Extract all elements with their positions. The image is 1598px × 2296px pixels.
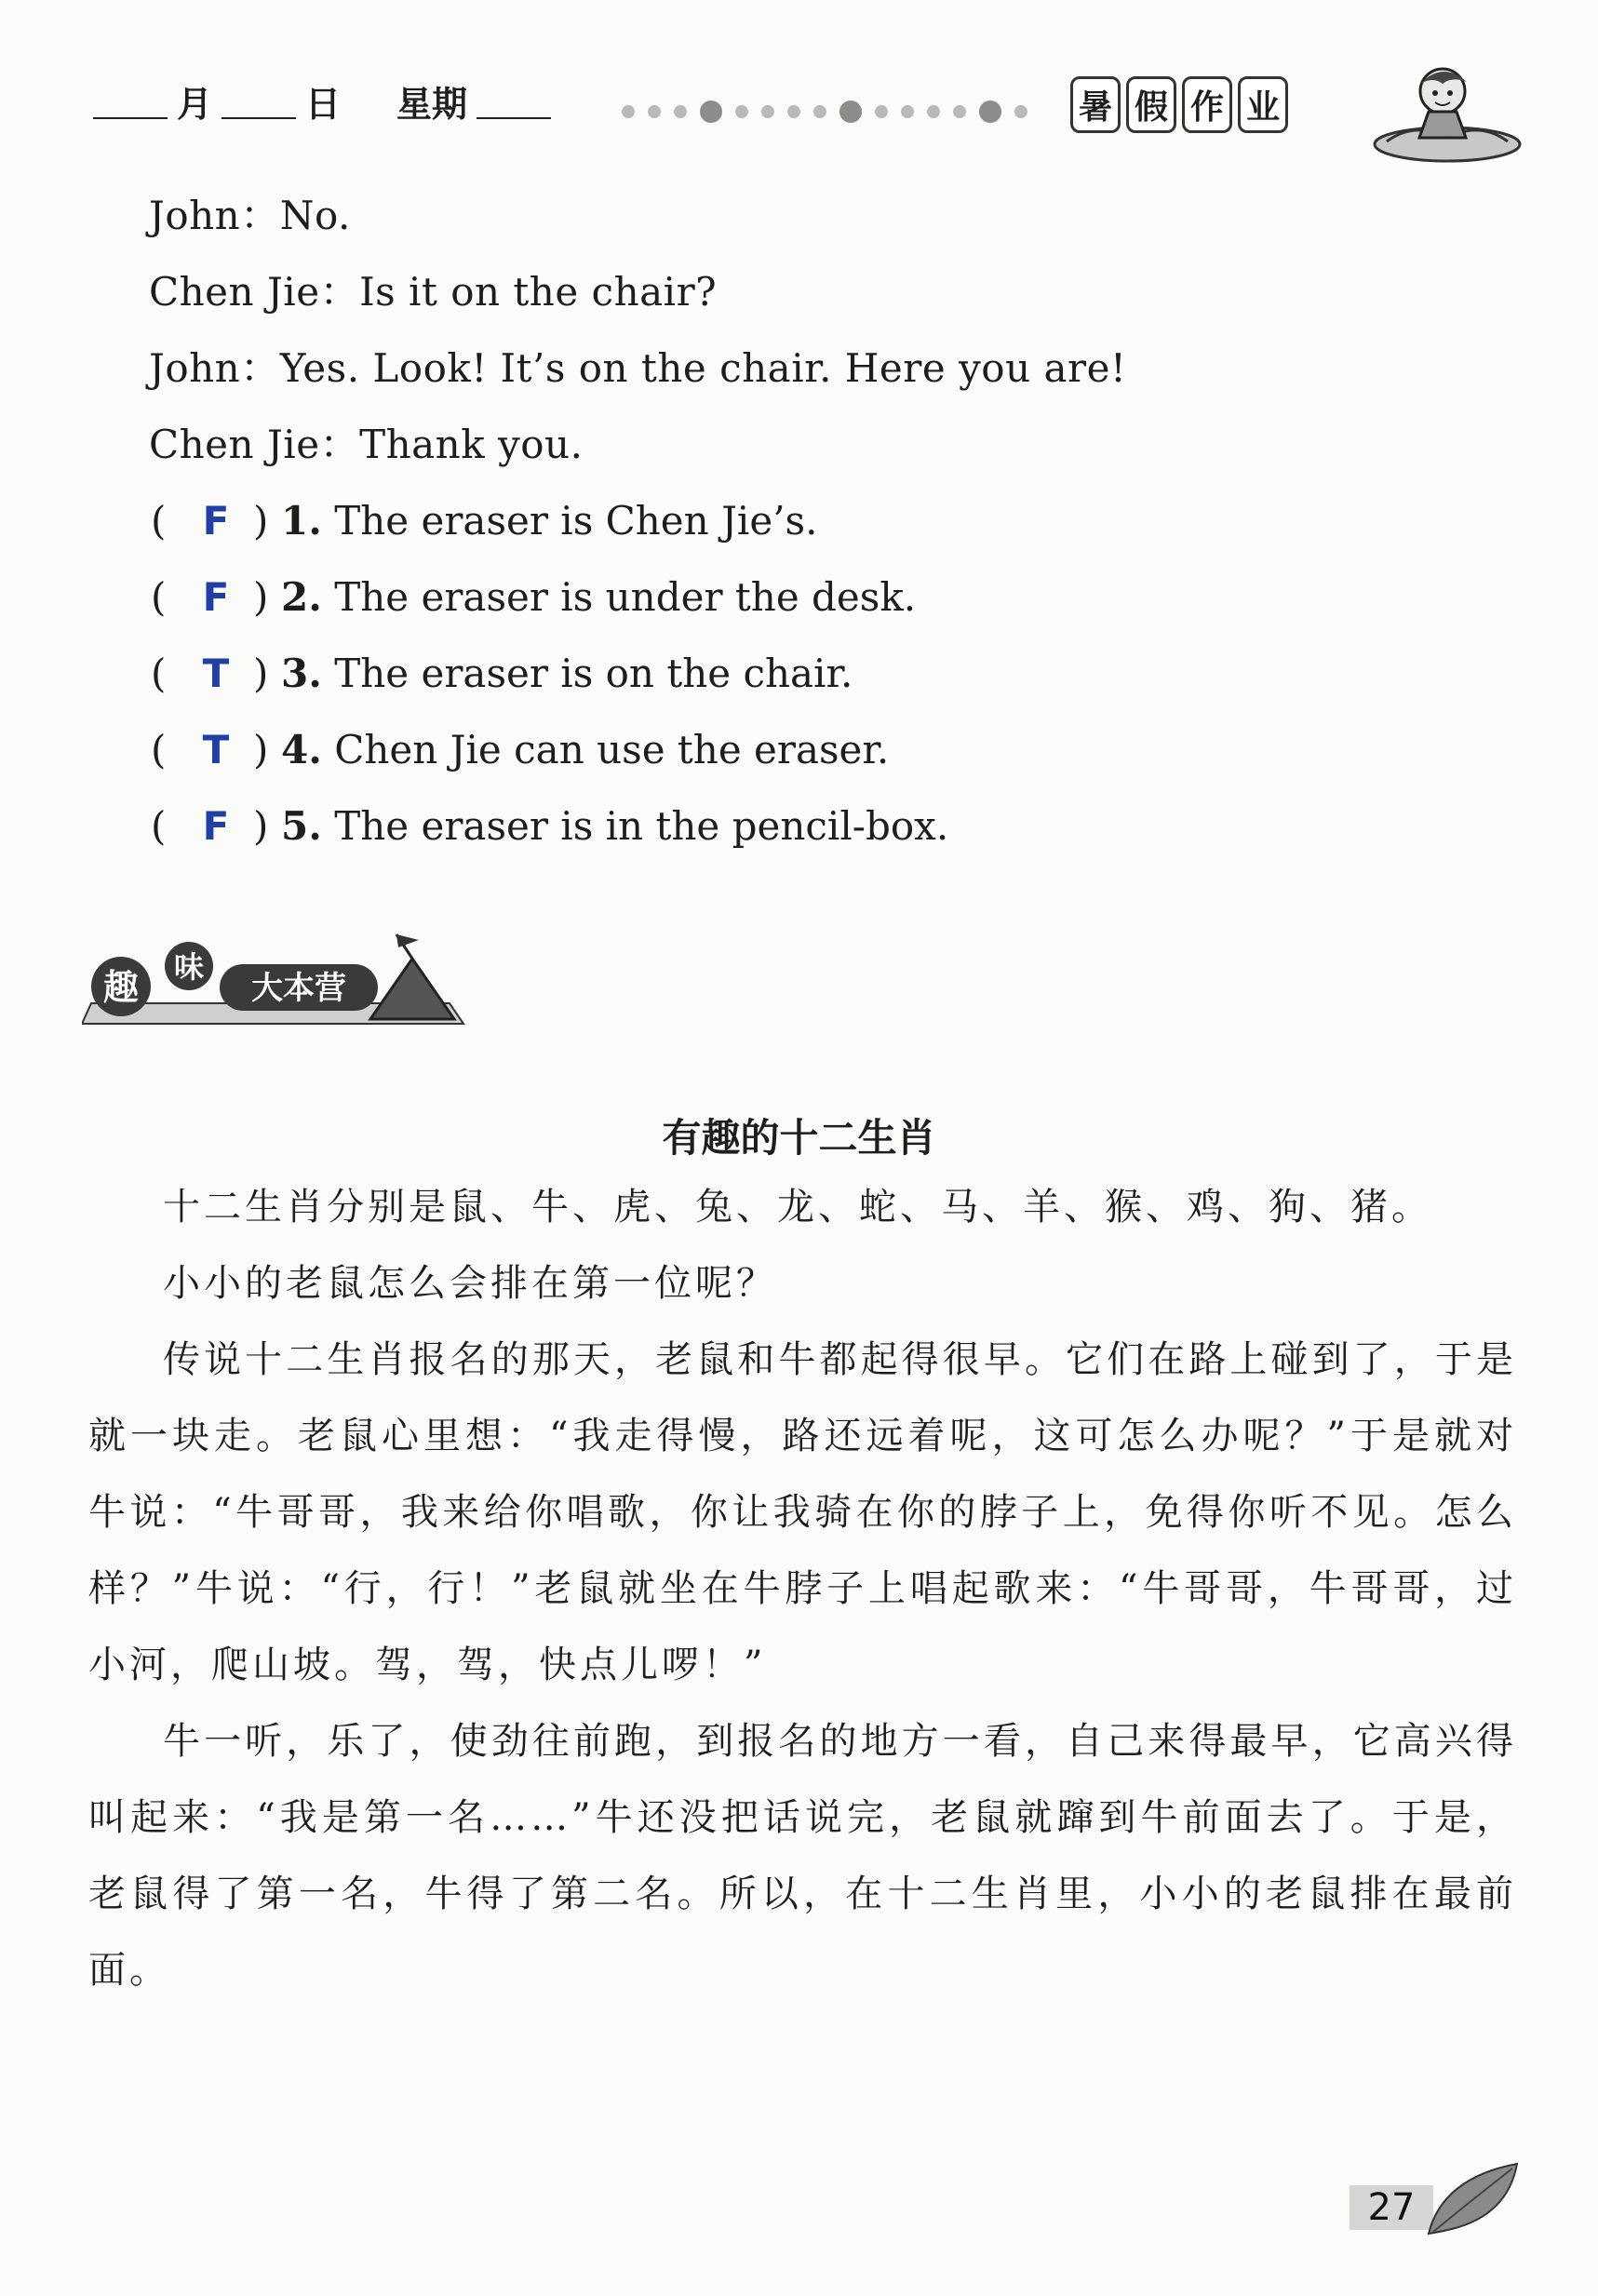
quiz-item: ( F ) 1. The eraser is Chen Jie’s. xyxy=(151,498,818,544)
quiz-text: The eraser is Chen Jie’s. xyxy=(321,498,818,544)
quiz-text: Chen Jie can use the eraser. xyxy=(321,727,890,772)
story-paragraph: 小小的老鼠怎么会排在第一位呢？ xyxy=(163,1262,777,1305)
date-fields xyxy=(93,83,551,125)
story-paragraph: 牛一听，乐了，使劲往前跑，到报名的地方一看，自己来得最早，它高兴得叫起来：“我是第一名……”牛还没把话说完，老鼠就蹿到牛前面去了。于是，老鼠得了第一名，牛得了第二名。所以，在十二生肖里，小小的老鼠排在最前面。 xyxy=(88,1720,1517,1992)
quiz-item: ( F ) 5. The eraser is in the pencil-box. xyxy=(151,803,949,849)
weekday-label: 星期 xyxy=(396,83,468,125)
series-title xyxy=(1070,76,1288,133)
badge-word: 趣 xyxy=(102,967,140,1008)
leaf-icon xyxy=(1424,2159,1526,2243)
dialogue-line: John：Yes. Look! It’s on the chair. Here you are! xyxy=(149,345,1127,391)
quiz-answer[interactable]: T xyxy=(202,727,230,772)
series-title-char: 作 xyxy=(1182,76,1232,133)
decorative-dots xyxy=(622,101,1027,123)
quiz-number: 5. xyxy=(281,803,322,849)
day-blank[interactable] xyxy=(222,117,296,119)
weekday-blank[interactable] xyxy=(477,117,551,119)
quiz-text: The eraser is under the desk. xyxy=(321,574,917,620)
mascot-icon xyxy=(1368,56,1526,168)
quiz-item: ( T ) 4. Chen Jie can use the eraser. xyxy=(151,727,890,772)
month-blank[interactable] xyxy=(93,117,168,119)
dialogue-line: John：No. xyxy=(149,193,351,238)
series-title-char: 暑 xyxy=(1070,76,1121,133)
section-badge xyxy=(82,931,473,1033)
quiz-text: The eraser is on the chair. xyxy=(321,651,853,696)
quiz-answer[interactable]: F xyxy=(202,574,230,620)
story-paragraph: 十二生肖分别是鼠、牛、虎、兔、龙、蛇、马、羊、猴、鸡、狗、猪。 xyxy=(163,1186,1432,1229)
quiz-number: 2. xyxy=(281,574,322,620)
quiz-answer[interactable]: F xyxy=(202,803,230,849)
badge-word: 味 xyxy=(173,949,205,985)
quiz-answer[interactable]: T xyxy=(202,651,230,696)
page-number: 27 xyxy=(1350,2185,1433,2230)
quiz-item: ( F ) 2. The eraser is under the desk. xyxy=(151,574,917,620)
day-label: 日 xyxy=(305,83,342,125)
series-title-char: 业 xyxy=(1238,76,1288,133)
month-label: 月 xyxy=(177,83,213,125)
story-title: 有趣的十二生肖 xyxy=(662,1115,936,1161)
series-title-char: 假 xyxy=(1126,76,1176,133)
quiz-number: 1. xyxy=(281,498,322,544)
quiz-text: The eraser is in the pencil-box. xyxy=(321,803,949,849)
story-paragraph: 传说十二生肖报名的那天，老鼠和牛都起得很早。它们在路上碰到了，于是就一块走。老鼠心里想：“我走得慢，路还远着呢，这可怎么办呢？”于是就对牛说：“牛哥哥，我来给你唱歌，你让我骑在你的脖子上，免得你听不见。怎么样？”牛说：“行，行！”老鼠就坐在牛脖子上唱起歌来：“牛哥哥，牛哥哥，过小河，爬山坡。驾，驾，快点儿啰！” xyxy=(88,1338,1517,1686)
badge-word: 大本营 xyxy=(251,970,346,1007)
quiz-number: 4. xyxy=(281,727,322,772)
dialogue-line: Chen Jie：Thank you. xyxy=(149,422,584,467)
quiz-answer[interactable]: F xyxy=(202,498,230,544)
dialogue-line: Chen Jie：Is it on the chair? xyxy=(149,269,718,315)
quiz-number: 3. xyxy=(281,651,322,696)
quiz-item: ( T ) 3. The eraser is on the chair. xyxy=(151,651,853,696)
